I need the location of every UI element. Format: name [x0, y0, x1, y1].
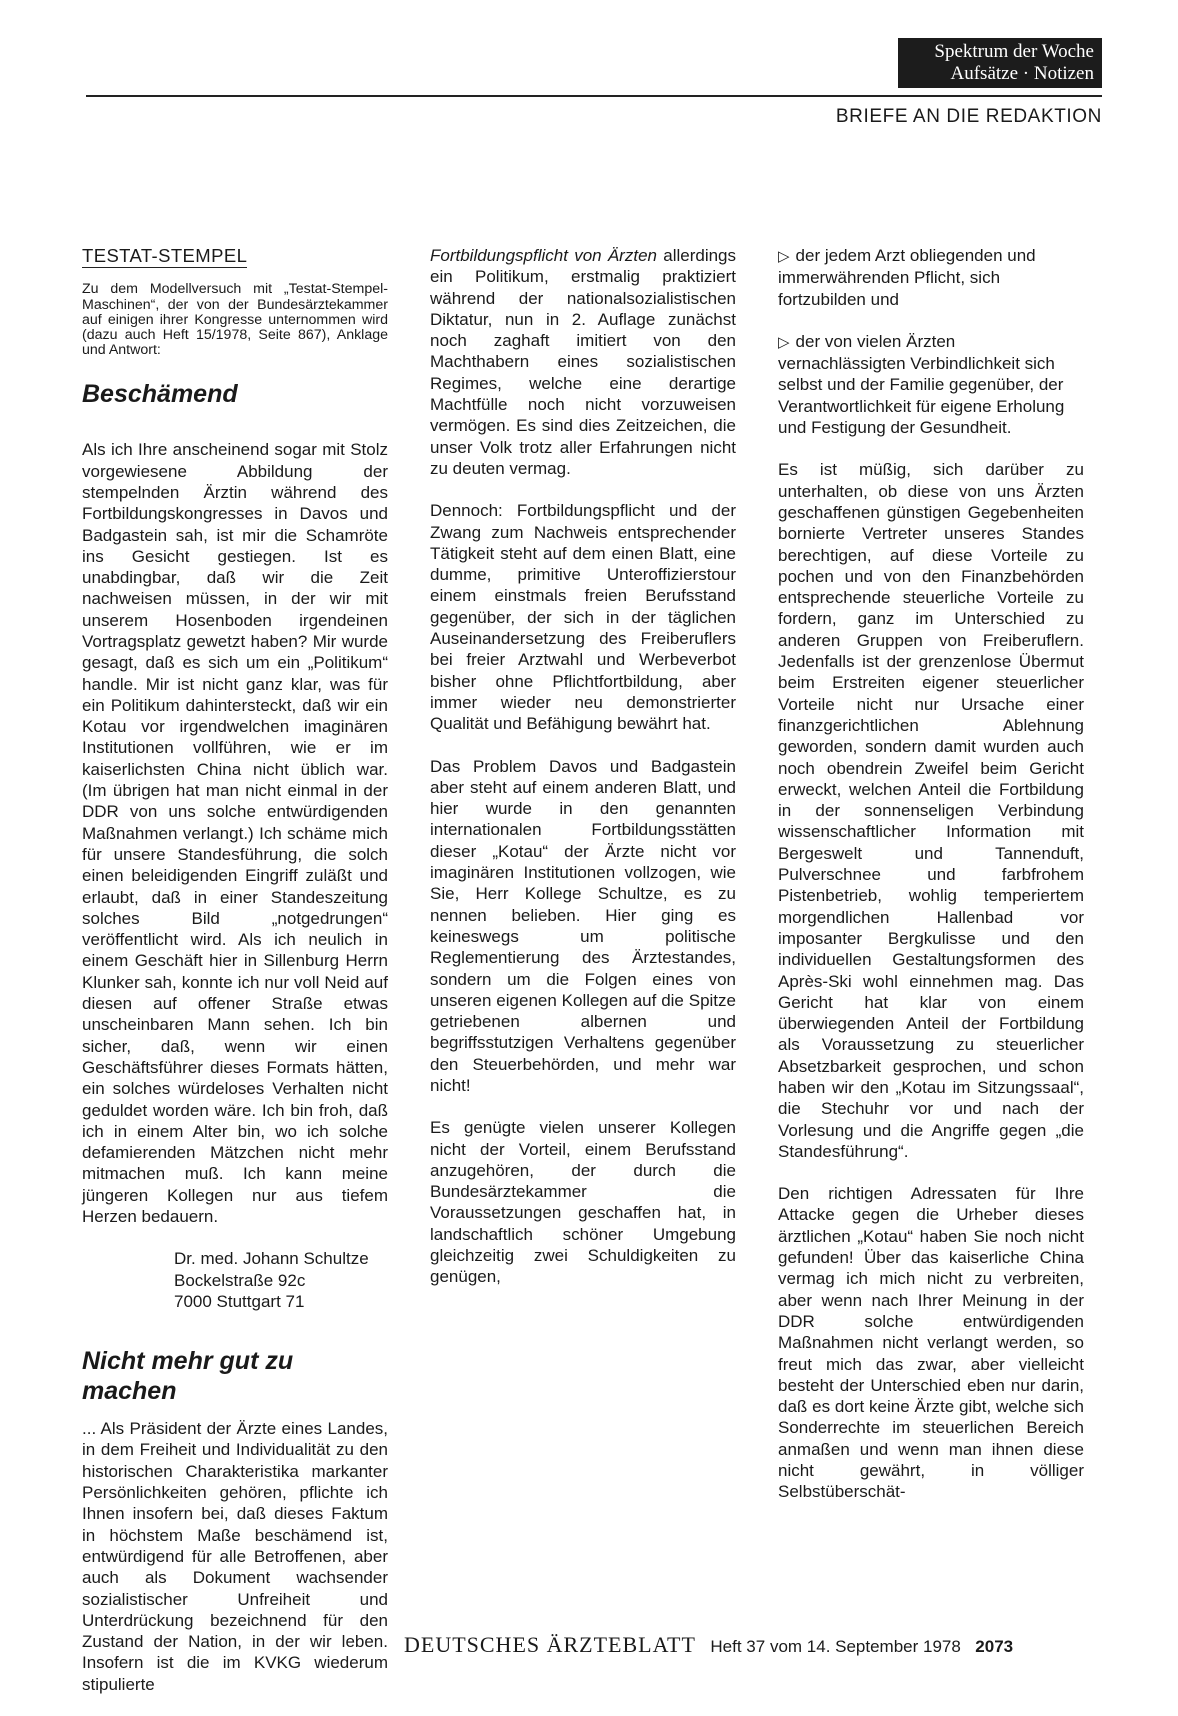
bullet-item-2 — [778, 331, 1084, 438]
article-kicker: TESTAT-STEMPEL — [82, 245, 247, 268]
letter-2-paragraph-6: Den richtigen Adressaten für Ihre Attacke gegen die Urheber dieses ärztlichen „Kotau“ haben Sie noch nicht gefunden! Über das kaiserliche China vermag ich mich nicht zu verbreiten, aber wenn nach Ihrer Meinung in der DDR solche entwürdigenden Maßnahmen nicht verlangt werden, so freut mich das zwar, aber vielleicht besteht der Unterschied eben nur darin, daß es dort keine Ärzte gibt, welche sich Sonderrechte im steuerlichen Bereich anmaßen und wenn man ihnen diese nicht gewährt, in völliger Selbstüberschät- — [778, 1184, 1084, 1502]
signature-city: 7000 Stuttgart 71 — [174, 1291, 305, 1311]
letter-2-continuation — [430, 245, 736, 479]
bullet-item-1 — [778, 245, 1084, 310]
signature-street: Bockelstraße 92c — [174, 1270, 306, 1290]
letter-2-opening: ... Als Präsident der Ärzte eines Landes, in dem Freiheit und Individualität zu den historischen Charakteristika markanter Persönlichkeiten gehören, pflichte ich Ihnen insofern bei, daß dieses Faktum in höchstem Maße beschämend ist, entwürdigend für alle Betroffenen, aber auch als Dokument wachsender sozialistischer Unfreiheit und Unterdrückung bezeichnend für den Zustand der Nation, in der wir leben. Insofern ist die im KVKG wiederum stipulierte — [82, 1419, 388, 1694]
header-rule — [86, 95, 1102, 97]
badge-line-2: Aufsätze · Notizen — [950, 63, 1094, 84]
article-intro: Zu dem Modellversuch mit „Testat-Stempel-Maschinen“, der von der Bundesärztekammer auf einigen ihrer Kongresse unternommen wird (dazu auch Heft 15/1978, Seite 867), Anklage und Antwort: — [82, 281, 388, 359]
bullet-2-text: der von vielen Ärzten vernachlässigten Verbindlichkeit sich selbst und der Familie gegenüber, der Verantwortlichkeit für eigene Erholung und Festigung der Gesundheit. — [778, 331, 1065, 438]
page-footer — [404, 1632, 1013, 1658]
section-label: BRIEFE AN DIE REDAKTION — [835, 106, 1102, 127]
letter-2-title: Nicht mehr gut zu machen — [82, 1347, 294, 1406]
continuation-text: allerdings ein Politikum, erstmalig praktiziert während der nationalsozialistischen Diktatur, nun in 2. Auflage zunächst noch zaghaft imitiert von den Machthabern eines sozialistischen Regimes, welche eine derartige Machtfülle noch nicht vorzuweisen vermögen. Es sind dies Zeitzeichen, die unser Volk trotz aller Erfahrungen nicht zu deuten vermag. — [430, 246, 736, 478]
italic-phrase: Fortbildungspflicht von Ärzten — [430, 246, 657, 265]
letter-2-paragraph-5: Es ist müßig, sich darüber zu unterhalten, ob diese von uns Ärzten geschaffenen günstigen Gegebenheiten bornierte Vertreter unseres Standes berechtigen, auf diese Vorteile zu pochen und von den Finanzbehörden entsprechende steuerliche Vorteile zu fordern, ganz im Unterschied zu anderen Gruppen von Freiberuflern. Jedenfalls ist der grenzenlose Übermut beim Erstreiten eigener steuerlicher Vorteile nicht nur Ursache einer finanzgerichtlichen Ablehnung geworden, sondern damit wurden auch noch obendrein Zweifel beim Gericht erweckt, welchen Anteil die Fortbildung in der sonnenseligen Verbindung wissenschaftlicher Information mit Bergeswelt und Tannenduft, Pulverschnee und farbfrohem Pistenbetrieb, wohlig temperiertem morgendlichen Hallenbad vor imposanter Bergkulisse und den individuellen Gestaltungsformen des Après-Ski wohl einnehmen mag. Das Gericht hat klar von einem überwiegenden Anteil der Fortbildung als Voraussetzung zu steuerlicher Absetzbarkeit gesprochen, und schon haben wir den „Kotau im Sitzungssaal“, die Stechuhr vor und nach der Vorlesung und die Angriffe gegen „die Standesführung“. — [778, 460, 1084, 1161]
section-badge — [898, 38, 1102, 88]
triangle-right-icon: ▷ — [778, 248, 790, 265]
column-1 — [82, 245, 388, 1716]
letter-1-title: Beschämend — [82, 380, 238, 409]
letter-1-signature — [174, 1248, 388, 1312]
issue-info: Heft 37 vom 14. September 1978 — [710, 1637, 961, 1656]
column-3 — [778, 245, 1084, 1524]
letter-2-paragraph-4: Es genügte vielen unserer Kollegen nicht der Vorteil, einem Berufsstand anzugehören, der durch die Bundesärztekammer die Voraussetzungen geschaffen hat, in landschaftlich schöner Umgebung gleichzeitig zwei Schuldigkeiten zu genügen, — [430, 1118, 736, 1287]
badge-line-1: Spektrum der Woche — [934, 41, 1094, 62]
letter-2-paragraph-3: Das Problem Davos und Badgastein aber steht auf einem anderen Blatt, und hier wurde in den genannten internationalen Fortbildungsstätten dieser „Kotau“ der Ärzte nicht vor imaginären Institutionen vollzogen, wie Sie, Herr Kollege Schultze, es zu nennen belieben. Hier ging es keineswegs um politische Reglementierung des Ärztestandes, sondern um die Folgen eines von unseren eigenen Kollegen auf die Spitze getriebenen albernen und begriffsstutzigen Verhaltens gegenüber den Steuerbehörden, und mehr war nicht! — [430, 756, 736, 1095]
page-number: 2073 — [975, 1637, 1014, 1656]
signature-name: Dr. med. Johann Schultze — [174, 1249, 369, 1269]
journal-name: DEUTSCHES ÄRZTEBLATT — [404, 1632, 696, 1657]
triangle-right-icon: ▷ — [778, 333, 790, 351]
bullet-1-text: der jedem Arzt obliegenden und immerwährenden Pflicht, sich fortzubilden und — [778, 246, 1036, 309]
column-2 — [430, 245, 736, 1309]
letter-2-paragraph-2: Dennoch: Fortbildungspflicht und der Zwang zum Nachweis entsprechender Tätigkeit steht auf dem einen Blatt, eine dumme, primitive Unteroffizierstour einem einstmals freien Berufsstand gegenüber, der sich in der täglichen Auseinandersetzung des Freiberuflers bei freier Arztwahl und Werbeverbot bisher ohne Pflichtfortbildung, aber immer wieder neu demonstrierter Qualität und Befähigung bewährt hat. — [430, 501, 736, 734]
letter-1-body: Als ich Ihre anscheinend sogar mit Stolz vorgewiesene Abbildung der stempelnden Ärztin während des Fortbildungskongresses in Davos und Badgastein sah, ist mir die Schamröte ins Gesicht gestiegen. Ist es unabdingbar, daß wir die Zeit nachweisen müssen, in der wir mit unserem Hosenboden irgendeinen Vortragsplatz gewetzt haben? Mir wurde gesagt, daß es sich um ein „Politikum“ handle. Mir ist nicht ganz klar, was für ein Politikum dahintersteckt, daß wir ein Kotau vor irgendwelchen imaginären Institutionen vollführen, wie er im kaiserlichsten China nicht üblich war. (Im übrigen hat man nicht einmal in der DDR von uns solche entwürdigenden Maßnahmen verlangt.) Ich schäme mich für unsere Standesführung, die solch einen beleidigenden Eingriff zuläßt und erlaubt, daß in einer Standeszeitung solches Bild „notgedrungen“ veröffentlicht wird. Als ich neulich in einem Geschäft hier in Sillenburg Herrn Klunker sah, konnte ich nur voll Neid auf diesen auf offener Straße etwas unscheinbaren Mann sehen. Ich bin sicher, daß, wenn wir einen Geschäftsführer dieses Formats hätten, ein solches würdeloses Verhalten nicht geduldet worden wäre. Ich bin froh, daß ich in einem Alter bin, wo ich solche defamierenden Mätzchen nicht mehr mitmachen muß. Ich kann meine jüngeren Kollegen nur aus tiefem Herzen bedauern. — [82, 440, 388, 1226]
